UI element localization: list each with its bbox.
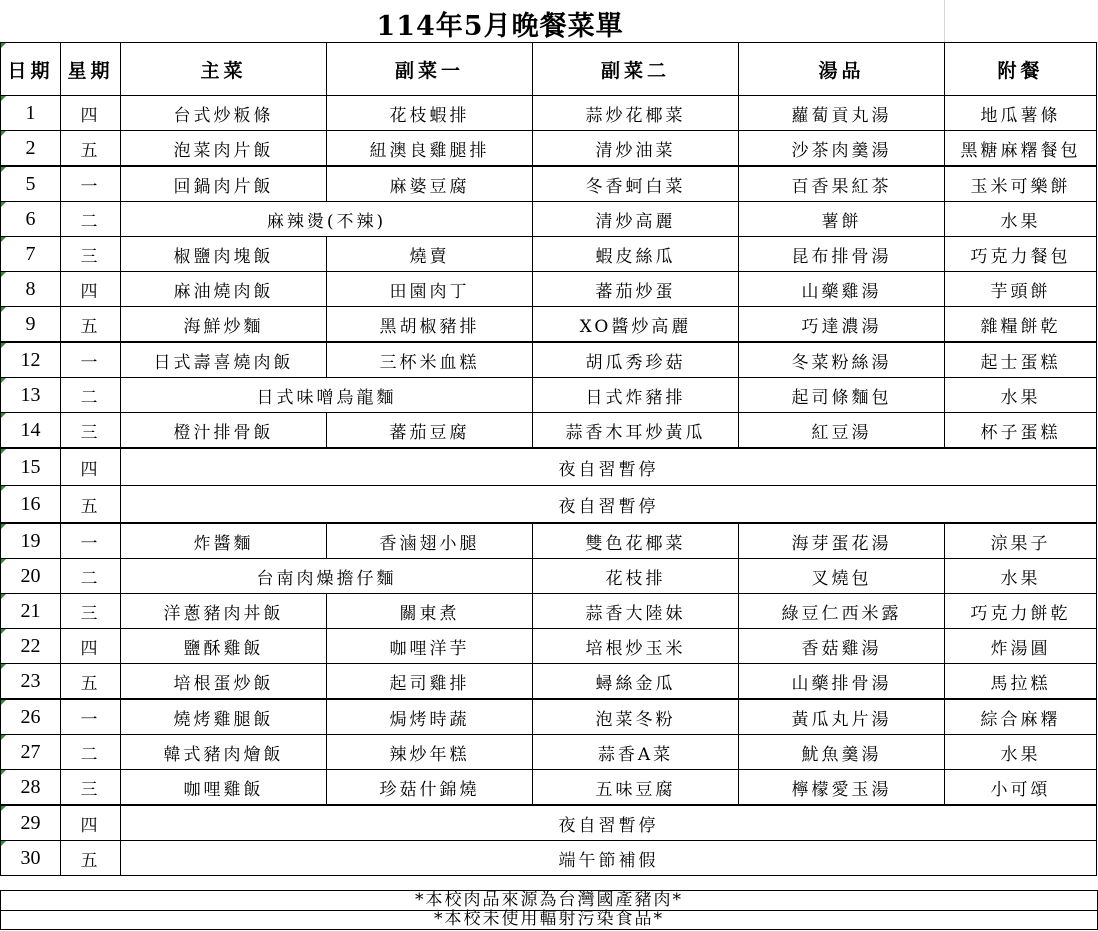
header-main: 主菜 xyxy=(121,43,327,96)
table-row xyxy=(1,166,1097,202)
cell-extra: 炸湯圓 xyxy=(945,629,1097,664)
table-row xyxy=(1,805,1097,841)
table-row xyxy=(1,202,1097,237)
cell-date: 27 xyxy=(1,735,61,770)
cell-weekday: 二 xyxy=(61,559,121,594)
cell-main: 燒烤雞腿飯 xyxy=(121,699,327,735)
cell-marker-icon xyxy=(1,806,6,811)
cell-extra: 巧克力餐包 xyxy=(945,237,1097,272)
cell-side2: 清炒油菜 xyxy=(533,131,739,167)
cell-date: 30 xyxy=(1,841,61,876)
cell-soup: 昆布排骨湯 xyxy=(739,237,945,272)
cell-weekday: 五 xyxy=(61,486,121,524)
table-row xyxy=(1,486,1097,524)
cell-side2: 培根炒玉米 xyxy=(533,629,739,664)
cell-weekday: 五 xyxy=(61,307,121,343)
cell-main: 泡菜肉片飯 xyxy=(121,131,327,167)
header-side1: 副菜一 xyxy=(327,43,533,96)
cell-main: 日式壽喜燒肉飯 xyxy=(121,342,327,378)
header-side2: 副菜二 xyxy=(533,43,739,96)
cell-date: 9 xyxy=(1,307,61,343)
cell-weekday: 四 xyxy=(61,629,121,664)
cell-marker-icon xyxy=(1,237,6,242)
cell-side2: 日式炸豬排 xyxy=(533,378,739,413)
cell-soup: 黃瓜丸片湯 xyxy=(739,699,945,735)
cell-marker-icon xyxy=(1,629,6,634)
cell-marker-icon xyxy=(1,559,6,564)
cell-marker-icon xyxy=(1,343,6,348)
cell-soup: 百香果紅茶 xyxy=(739,166,945,202)
cell-date: 14 xyxy=(1,413,61,449)
cell-weekday: 一 xyxy=(61,523,121,559)
cell-soup: 綠豆仁西米露 xyxy=(739,594,945,629)
footer-note-pork: *本校肉品來源為台灣國產豬肉* xyxy=(0,890,1098,911)
cell-extra: 巧克力餅乾 xyxy=(945,594,1097,629)
cell-weekday: 一 xyxy=(61,699,121,735)
cell-extra: 杯子蛋糕 xyxy=(945,413,1097,449)
table-row xyxy=(1,342,1097,378)
cell-side2: 蒜香大陸妹 xyxy=(533,594,739,629)
cell-date: 26 xyxy=(1,699,61,735)
cell-weekday: 五 xyxy=(61,131,121,167)
cell-extra: 綜合麻糬 xyxy=(945,699,1097,735)
cell-date: 13 xyxy=(1,378,61,413)
cell-extra: 水果 xyxy=(945,559,1097,594)
cell-date: 15 xyxy=(1,448,61,486)
cell-extra: 涼果子 xyxy=(945,523,1097,559)
cell-side2: 泡菜冬粉 xyxy=(533,699,739,735)
cell-side1: 關東煮 xyxy=(327,594,533,629)
cell-weekday: 四 xyxy=(61,448,121,486)
header-marker-icon xyxy=(1,43,6,48)
cell-side1: 燒賣 xyxy=(327,237,533,272)
cell-main: 橙汁排骨飯 xyxy=(121,413,327,449)
cell-side2: 蒜香木耳炒黃瓜 xyxy=(533,413,739,449)
cell-marker-icon xyxy=(1,272,6,277)
cell-marker-icon xyxy=(1,524,6,529)
table-row xyxy=(1,96,1097,131)
cell-side2: 五味豆腐 xyxy=(533,770,739,806)
cell-marker-icon xyxy=(1,378,6,383)
cell-extra: 玉米可樂餅 xyxy=(945,166,1097,202)
cell-side1: 田園肉丁 xyxy=(327,272,533,307)
cell-weekday: 三 xyxy=(61,594,121,629)
cell-notice: 夜自習暫停 xyxy=(121,805,1097,841)
cell-side2: 蒜炒花椰菜 xyxy=(533,96,739,131)
cell-main: 培根蛋炒飯 xyxy=(121,664,327,700)
table-row xyxy=(1,841,1097,876)
cell-side1: 三杯米血糕 xyxy=(327,342,533,378)
cell-date: 22 xyxy=(1,629,61,664)
cell-weekday: 四 xyxy=(61,96,121,131)
cell-weekday: 四 xyxy=(61,272,121,307)
table-row xyxy=(1,523,1097,559)
cell-extra: 水果 xyxy=(945,378,1097,413)
table-row xyxy=(1,237,1097,272)
cell-weekday: 二 xyxy=(61,735,121,770)
footer-note-radiation: *本校未使用輻射污染食品* xyxy=(0,909,1098,930)
cell-soup: 山藥雞湯 xyxy=(739,272,945,307)
cell-weekday: 五 xyxy=(61,664,121,700)
cell-weekday: 三 xyxy=(61,237,121,272)
cell-notice: 端午節補假 xyxy=(121,841,1097,876)
cell-main-merged: 日式味噌烏龍麵 xyxy=(121,378,533,413)
cell-weekday: 一 xyxy=(61,342,121,378)
cell-marker-icon xyxy=(1,735,6,740)
cell-soup: 蘿蔔貢丸湯 xyxy=(739,96,945,131)
cell-date: 23 xyxy=(1,664,61,700)
table-row xyxy=(1,413,1097,449)
cell-marker-icon xyxy=(1,700,6,705)
cell-soup: 香菇雞湯 xyxy=(739,629,945,664)
cell-extra: 水果 xyxy=(945,735,1097,770)
table-row xyxy=(1,272,1097,307)
cell-marker-icon xyxy=(1,449,6,454)
cell-extra: 水果 xyxy=(945,202,1097,237)
cell-date: 16 xyxy=(1,486,61,524)
table-row xyxy=(1,770,1097,806)
cell-marker-icon xyxy=(1,664,6,669)
cell-soup: 巧達濃湯 xyxy=(739,307,945,343)
cell-date: 20 xyxy=(1,559,61,594)
cell-weekday: 五 xyxy=(61,841,121,876)
cell-side1: 黑胡椒豬排 xyxy=(327,307,533,343)
table-row xyxy=(1,594,1097,629)
header-row xyxy=(1,43,1097,96)
cell-marker-icon xyxy=(1,96,6,101)
cell-main: 炸醬麵 xyxy=(121,523,327,559)
cell-soup: 海芽蛋花湯 xyxy=(739,523,945,559)
cell-date: 12 xyxy=(1,342,61,378)
cell-main: 韓式豬肉燴飯 xyxy=(121,735,327,770)
cell-weekday: 三 xyxy=(61,770,121,806)
cell-side1: 辣炒年糕 xyxy=(327,735,533,770)
menu-table xyxy=(0,42,1097,876)
cell-side1: 紐澳良雞腿排 xyxy=(327,131,533,167)
cell-weekday: 三 xyxy=(61,413,121,449)
cell-extra: 雜糧餅乾 xyxy=(945,307,1097,343)
page-title: 114年5月晚餐菜單 xyxy=(376,11,624,42)
cell-date: 5 xyxy=(1,166,61,202)
cell-soup: 起司條麵包 xyxy=(739,378,945,413)
cell-marker-icon xyxy=(1,131,6,136)
cell-soup: 薯餅 xyxy=(739,202,945,237)
cell-soup: 沙茶肉羹湯 xyxy=(739,131,945,167)
header-date: 日期 xyxy=(1,43,61,96)
cell-marker-icon xyxy=(1,770,6,775)
cell-extra: 馬拉糕 xyxy=(945,664,1097,700)
cell-date: 28 xyxy=(1,770,61,806)
cell-marker-icon xyxy=(1,594,6,599)
table-row xyxy=(1,559,1097,594)
cell-main: 洋蔥豬肉丼飯 xyxy=(121,594,327,629)
cell-extra: 黑糖麻糬餐包 xyxy=(945,131,1097,167)
cell-marker-icon xyxy=(1,413,6,418)
cell-side2: 胡瓜秀珍菇 xyxy=(533,342,739,378)
cell-main-merged: 麻辣燙(不辣) xyxy=(121,202,533,237)
cell-side1: 花枝蝦排 xyxy=(327,96,533,131)
cell-date: 6 xyxy=(1,202,61,237)
table-row xyxy=(1,378,1097,413)
cell-notice: 夜自習暫停 xyxy=(121,486,1097,524)
cell-side1: 咖哩洋芋 xyxy=(327,629,533,664)
cell-main: 海鮮炒麵 xyxy=(121,307,327,343)
cell-date: 1 xyxy=(1,96,61,131)
title-row xyxy=(0,0,1098,42)
cell-main: 椒鹽肉塊飯 xyxy=(121,237,327,272)
cell-side1: 起司雞排 xyxy=(327,664,533,700)
table-row xyxy=(1,629,1097,664)
cell-main: 台式炒粄條 xyxy=(121,96,327,131)
table-row xyxy=(1,699,1097,735)
cell-side2: XO醬炒高麗 xyxy=(533,307,739,343)
cell-date: 21 xyxy=(1,594,61,629)
cell-side1: 蕃茄豆腐 xyxy=(327,413,533,449)
table-row xyxy=(1,131,1097,167)
cell-soup: 紅豆湯 xyxy=(739,413,945,449)
cell-extra: 芋頭餅 xyxy=(945,272,1097,307)
cell-side2: 蟳絲金瓜 xyxy=(533,664,739,700)
cell-extra: 地瓜薯條 xyxy=(945,96,1097,131)
cell-weekday: 一 xyxy=(61,166,121,202)
cell-main-merged: 台南肉燥擔仔麵 xyxy=(121,559,533,594)
cell-extra: 小可頌 xyxy=(945,770,1097,806)
cell-soup: 魷魚羹湯 xyxy=(739,735,945,770)
cell-side2: 雙色花椰菜 xyxy=(533,523,739,559)
cell-side1: 麻婆豆腐 xyxy=(327,166,533,202)
cell-main: 咖哩雞飯 xyxy=(121,770,327,806)
cell-side2: 花枝排 xyxy=(533,559,739,594)
table-row xyxy=(1,664,1097,700)
cell-extra: 起士蛋糕 xyxy=(945,342,1097,378)
cell-weekday: 四 xyxy=(61,805,121,841)
header-weekday: 星期 xyxy=(61,43,121,96)
cell-date: 7 xyxy=(1,237,61,272)
cell-notice: 夜自習暫停 xyxy=(121,448,1097,486)
cell-main: 鹽酥雞飯 xyxy=(121,629,327,664)
cell-side1: 珍菇什錦燒 xyxy=(327,770,533,806)
divider xyxy=(944,0,945,42)
cell-soup: 冬菜粉絲湯 xyxy=(739,342,945,378)
cell-marker-icon xyxy=(1,202,6,207)
header-soup: 湯品 xyxy=(739,43,945,96)
cell-marker-icon xyxy=(1,841,6,846)
cell-main: 回鍋肉片飯 xyxy=(121,166,327,202)
cell-weekday: 二 xyxy=(61,378,121,413)
cell-marker-icon xyxy=(1,167,6,172)
cell-side2: 蕃茄炒蛋 xyxy=(533,272,739,307)
cell-date: 2 xyxy=(1,131,61,167)
cell-marker-icon xyxy=(1,307,6,312)
cell-side1: 香滷翅小腿 xyxy=(327,523,533,559)
cell-date: 29 xyxy=(1,805,61,841)
cell-soup: 山藥排骨湯 xyxy=(739,664,945,700)
cell-side1: 焗烤時蔬 xyxy=(327,699,533,735)
cell-side2: 蝦皮絲瓜 xyxy=(533,237,739,272)
cell-date: 8 xyxy=(1,272,61,307)
cell-side2: 蒜香A菜 xyxy=(533,735,739,770)
header-extra: 附餐 xyxy=(945,43,1097,96)
table-row xyxy=(1,448,1097,486)
cell-weekday: 二 xyxy=(61,202,121,237)
table-row xyxy=(1,307,1097,343)
cell-marker-icon xyxy=(1,486,6,491)
cell-side2: 清炒高麗 xyxy=(533,202,739,237)
table-row xyxy=(1,735,1097,770)
cell-date: 19 xyxy=(1,523,61,559)
cell-side2: 冬香蚵白菜 xyxy=(533,166,739,202)
cell-soup: 叉燒包 xyxy=(739,559,945,594)
cell-soup: 檸檬愛玉湯 xyxy=(739,770,945,806)
cell-main: 麻油燒肉飯 xyxy=(121,272,327,307)
